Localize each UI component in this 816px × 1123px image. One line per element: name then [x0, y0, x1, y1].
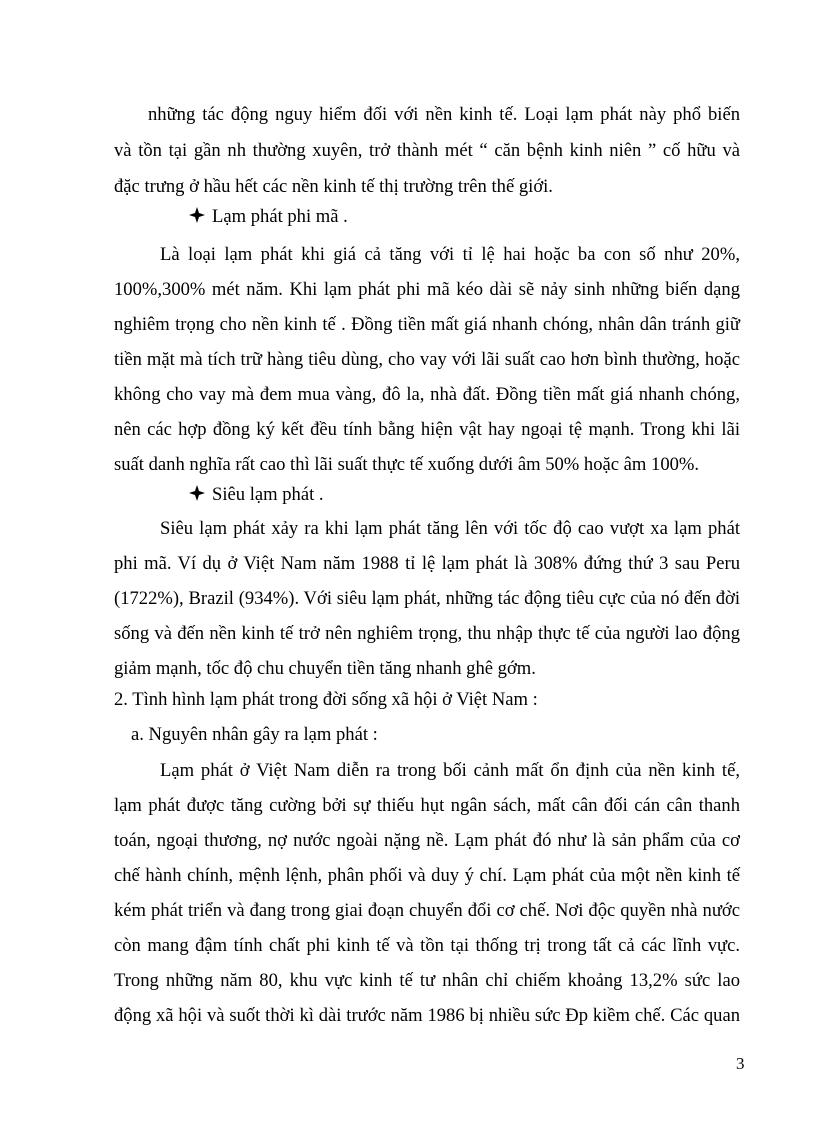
- diamond-bullet-icon: [188, 206, 206, 224]
- bullet-heading-text: Lạm phát phi mã .: [212, 206, 348, 227]
- paragraph-line: và tồn tại gần nh thường xuyên, trở thành mét “ căn bệnh kinh niên ” cố hữu và: [114, 140, 740, 161]
- page-number: 3: [736, 1054, 745, 1073]
- paragraph-line: kém phát triển và đang trong giai đoạn chuyển đổi cơ chế. Nơi độc quyền nhà nước: [114, 900, 740, 921]
- paragraph-line: động xã hội và suốt thời kì dài trước năm 1986 bị nhiều sức Đp kiềm chế. Các quan: [114, 1005, 740, 1026]
- paragraph-line: sống và đến nền kinh tế trở nên nghiêm trọng, thu nhập thực tế của người lao động: [114, 623, 740, 644]
- paragraph-line: lạm phát được tăng cường bởi sự thiếu hụt ngân sách, mất cân đối cán cân thanh: [114, 795, 740, 816]
- paragraph-line: (1722%), Brazil (934%). Với siêu lạm phát, những tác động tiêu cực của nó đến đời: [114, 588, 740, 609]
- paragraph-line: 100%,300% mét năm. Khi lạm phát phi mã kéo dài sẽ nảy sinh những biến dạng: [114, 279, 740, 300]
- paragraph-line: Siêu lạm phát xảy ra khi lạm phát tăng lên với tốc độ cao vượt xa lạm phát: [160, 518, 740, 539]
- section-heading: 2. Tình hình lạm phát trong đời sống xã hội ở Việt Nam :: [114, 689, 538, 710]
- subsection-heading: a. Nguyên nhân gây ra lạm phát :: [131, 724, 378, 745]
- paragraph-line: đặc trưng ở hầu hết các nền kinh tế thị trường trên thế giới.: [114, 176, 553, 197]
- bullet-heading-sieu-lam-phat: [188, 484, 324, 506]
- paragraph-line: chế hành chính, mệnh lệnh, phân phối và duy ý chí. Lạm phát của một nền kinh tế: [114, 865, 740, 886]
- bullet-heading-text: Siêu lạm phát .: [212, 484, 324, 505]
- paragraph-line: phi mã. Ví dụ ở Việt Nam năm 1988 tỉ lệ lạm phát là 308% đứng thứ 3 sau Peru: [114, 553, 740, 574]
- bullet-heading-phi-ma: [188, 206, 348, 228]
- paragraph-line: những tác động nguy hiểm đối với nền kinh tế. Loại lạm phát này phổ biến: [148, 104, 740, 125]
- paragraph-line: Trong những năm 80, khu vực kinh tế tư nhân chỉ chiếm khoảng 13,2% sức lao: [114, 970, 740, 991]
- paragraph-line: Là loại lạm phát khi giá cả tăng với tỉ lệ hai hoặc ba con số như 20%,: [160, 244, 740, 265]
- diamond-bullet-icon: [188, 484, 206, 502]
- paragraph-line: không cho vay mà đem mua vàng, đô la, nhà đất. Đồng tiền mất giá nhanh chóng,: [114, 384, 740, 405]
- paragraph-line: suất danh nghĩa rất cao thì lãi suất thực tế xuống dưới âm 50% hoặc âm 100%.: [114, 454, 700, 475]
- paragraph-line: tiền mặt mà tích trữ hàng tiêu dùng, cho vay với lãi suất cao hơn bình thường, hoặc: [114, 349, 740, 370]
- paragraph-line: giảm mạnh, tốc độ chu chuyển tiền tăng nhanh ghê gớm.: [114, 658, 536, 679]
- paragraph-line: nghiêm trọng cho nền kinh tế . Đồng tiền mất giá nhanh chóng, nhân dân tránh giữ: [114, 314, 740, 335]
- paragraph-line: Lạm phát ở Việt Nam diễn ra trong bối cảnh mất ổn định của nền kinh tế,: [160, 760, 740, 781]
- paragraph-line: còn mang đậm tính chất phi kinh tế và tồn tại thống trị trong tất cả các lĩnh vực.: [114, 935, 740, 956]
- paragraph-line: toán, ngoại thương, nợ nước ngoài nặng nề. Lạm phát đó như là sản phẩm của cơ: [114, 830, 740, 851]
- paragraph-line: nên các hợp đồng ký kết đều tính bằng hiện vật hay ngoại tệ mạnh. Trong khi lãi: [114, 419, 740, 440]
